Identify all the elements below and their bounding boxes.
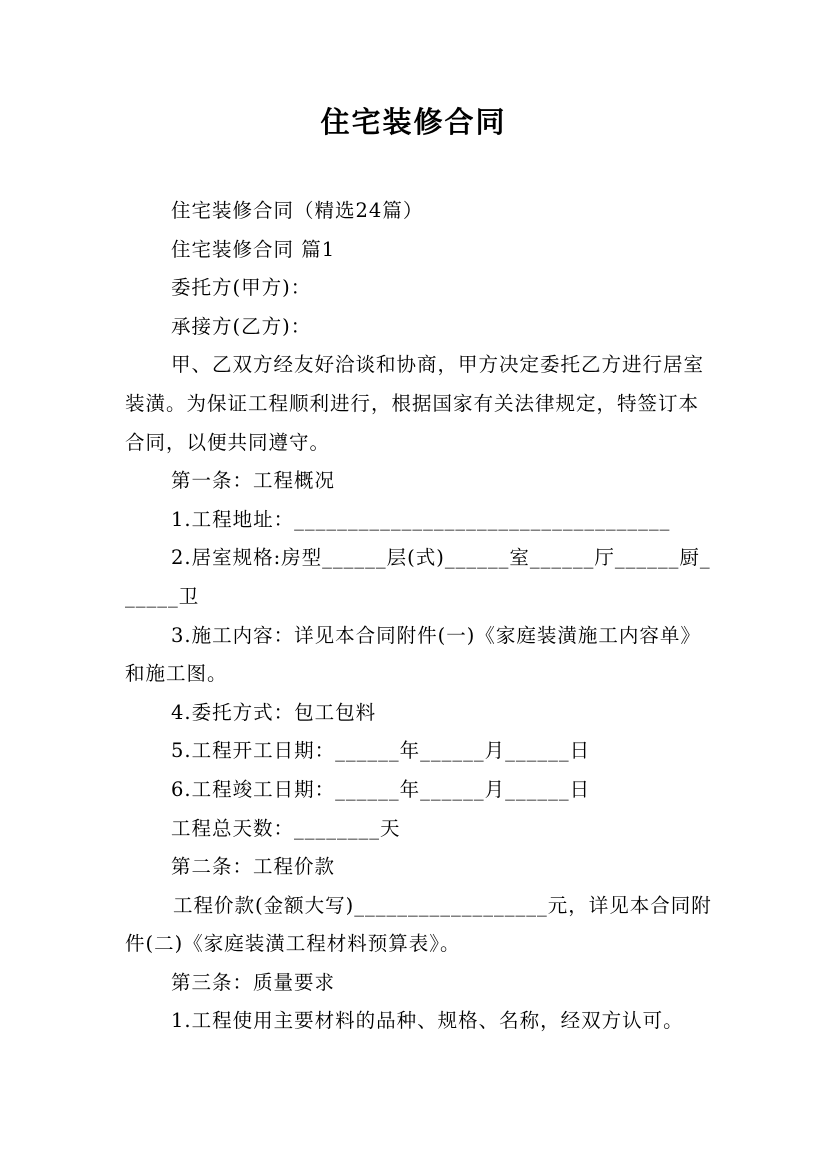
paragraph-article-2: 第二条：工程价款 — [171, 855, 336, 879]
paragraph-materials: 1.工程使用主要材料的品种、规格、名称，经双方认可。 — [171, 1009, 684, 1033]
paragraph-article-3: 第三条：质量要求 — [171, 970, 336, 994]
paragraph-completion-date: 6.工程竣工日期：______年______月______日 — [171, 777, 591, 801]
paragraph-total-days: 工程总天数：________天 — [171, 816, 401, 840]
document-title: 住宅装修合同 — [320, 105, 507, 139]
paragraph-subtitle: 住宅装修合同（精选24篇） — [171, 199, 424, 222]
paragraph-construction-content: 3.施工内容：详见本合同附件(一)《家庭装潢施工内容单》和施工图。 — [125, 623, 701, 686]
paragraph-article-1: 第一条：工程概况 — [171, 469, 336, 493]
paragraph-start-date: 5.工程开工日期：______年______月______日 — [171, 739, 591, 763]
paragraph-project-address: 1.工程地址：___________________________________ — [171, 507, 671, 531]
paragraph-preamble: 甲、乙双方经友好洽谈和协商，甲方决定委托乙方进行居室装潢。为保证工程顺利进行，根据国家有关法律规定，特签订本合同，以便共同遵守。 — [125, 353, 705, 454]
paragraph-party-b: 承接方(乙方)： — [171, 314, 312, 338]
paragraph-room-spec: 2.居室规格:房型______层(式)______室______厅______厨______卫 — [125, 546, 711, 608]
paragraph-project-price: 工程价款(金额大写)__________________元，详见本合同附件(二)《家庭装潢工程材料预算表》。 — [125, 893, 712, 956]
document-body — [125, 192, 715, 1041]
paragraph-commission-method: 4.委托方式：包工包料 — [171, 700, 377, 724]
paragraph-party-a: 委托方(甲方)： — [171, 276, 312, 300]
paragraph-section-heading: 住宅装修合同 篇1 — [171, 237, 336, 261]
